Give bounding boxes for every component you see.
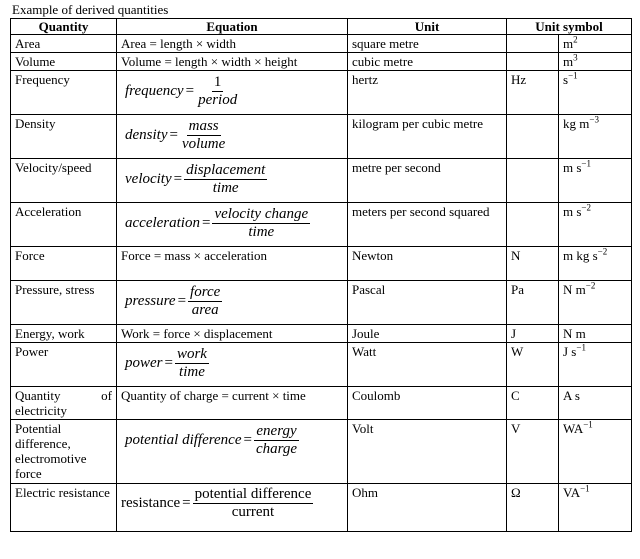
unit-cell: Newton	[348, 247, 507, 281]
unit-cell: Pascal	[348, 281, 507, 325]
unit-symbol-cell: m $s^{-2}$	[559, 203, 632, 247]
equation-lhs: density	[125, 127, 168, 143]
quantity-cell: Volume	[11, 53, 117, 71]
equation-lhs: pressure	[125, 293, 176, 309]
header-unit-symbol: Unit symbol	[507, 19, 632, 35]
equation-cell: frequency = $\frac{1}{\text{period}}$	[117, 71, 348, 115]
symbol-cell: W	[507, 343, 559, 387]
equation-lhs: power	[125, 355, 163, 371]
equation-cell: power = $\frac{\text{work}}{\text{time}}$	[117, 343, 348, 387]
table-row	[11, 203, 632, 247]
equation-lhs: resistance	[121, 495, 181, 511]
unit-symbol-cell: A s	[559, 387, 632, 420]
symbol-cell	[507, 203, 559, 247]
unit-symbol-cell: m $s^{-1}$	[559, 159, 632, 203]
table-row	[11, 115, 632, 159]
table-row	[11, 484, 632, 532]
table-row	[11, 325, 632, 343]
unit-cell: Watt	[348, 343, 507, 387]
equation-cell: pressure = $\frac{\text{force}}{\text{area}}$	[117, 281, 348, 325]
unit-symbol-cell: $WA^{-1}$	[559, 420, 632, 484]
equation-lhs: frequency	[125, 83, 184, 99]
quantity-cell: Energy, work	[11, 325, 117, 343]
table-row	[11, 71, 632, 115]
header-row	[11, 19, 632, 35]
unit-cell: square metre	[348, 35, 507, 53]
table-row	[11, 343, 632, 387]
equation-lhs: potential difference	[125, 432, 242, 448]
quantity-cell: Density	[11, 115, 117, 159]
equation-lhs: velocity	[125, 171, 172, 187]
symbol-cell	[507, 115, 559, 159]
table-row	[11, 420, 632, 484]
header-quantity: Quantity	[11, 19, 117, 35]
unit-symbol-cell: kg $m^{-3}$	[559, 115, 632, 159]
header-unit: Unit	[348, 19, 507, 35]
equation-cell: acceleration = $\frac{\text{velocity change}}{\text{time}}$	[117, 203, 348, 247]
table-caption: Example of derived quantities	[12, 2, 169, 17]
unit-cell: kilogram per cubic metre	[348, 115, 507, 159]
equation-cell: Volume = length × width × height	[117, 53, 348, 71]
unit-cell: Joule	[348, 325, 507, 343]
unit-cell: metre per second	[348, 159, 507, 203]
unit-cell: Coulomb	[348, 387, 507, 420]
unit-cell: Ohm	[348, 484, 507, 532]
fraction: $\frac{\text{energy}}{\text{charge}}$	[255, 423, 298, 457]
unit-symbol-cell: m kg $s^{-2}$	[559, 247, 632, 281]
quantity-cell: Power	[11, 343, 117, 387]
equation-cell: Quantity of charge = current × time	[117, 387, 348, 420]
equation-cell: potential difference = $\frac{\text{energy}}{\text{charge}}$	[117, 420, 348, 484]
symbol-cell: V	[507, 420, 559, 484]
quantity-cell: Quantity of electricity	[11, 387, 117, 420]
symbol-cell	[507, 35, 559, 53]
quantity-cell: Acceleration	[11, 203, 117, 247]
quantity-cell: Force	[11, 247, 117, 281]
unit-symbol-cell: N m	[559, 325, 632, 343]
table-row	[11, 35, 632, 53]
unit-symbol-cell: $m^3$	[559, 53, 632, 71]
fraction: $\frac{\text{potential difference}}{\text{current}}$	[194, 486, 312, 520]
symbol-cell	[507, 159, 559, 203]
equation-cell: Work = force × displacement	[117, 325, 348, 343]
fraction: $\frac{\text{force}}{\text{area}}$	[190, 284, 221, 318]
fraction: $\frac{1}{\text{period}}$	[198, 74, 238, 108]
symbol-cell: J	[507, 325, 559, 343]
table-row	[11, 247, 632, 281]
fraction: $\frac{\text{mass}}{\text{volume}}$	[181, 118, 226, 152]
symbol-cell: N	[507, 247, 559, 281]
symbol-cell: Hz	[507, 71, 559, 115]
equation-cell: Force = mass × acceleration	[117, 247, 348, 281]
derived-quantities-table	[10, 18, 632, 532]
symbol-cell: Pa	[507, 281, 559, 325]
quantity-cell: Frequency	[11, 71, 117, 115]
quantity-cell: Area	[11, 35, 117, 53]
equation-cell: density = $\frac{\text{mass}}{\text{volume}}$	[117, 115, 348, 159]
equation-cell: velocity = $\frac{\text{displacement}}{\text{time}}$	[117, 159, 348, 203]
unit-cell: meters per second squared	[348, 203, 507, 247]
equation-cell: resistance = $\frac{\text{potential difference}}{\text{current}}$	[117, 484, 348, 532]
table-row	[11, 281, 632, 325]
quantity-cell: Pressure, stress	[11, 281, 117, 325]
symbol-cell: C	[507, 387, 559, 420]
unit-symbol-cell: $m^2$	[559, 35, 632, 53]
unit-symbol-cell: $VA^{-1}$	[559, 484, 632, 532]
symbol-cell	[507, 53, 559, 71]
unit-cell: Volt	[348, 420, 507, 484]
table-row	[11, 159, 632, 203]
quantity-cell: Potential difference, electromotive force	[11, 420, 117, 484]
unit-cell: hertz	[348, 71, 507, 115]
fraction: $\frac{\text{displacement}}{\text{time}}$	[186, 162, 266, 196]
unit-symbol-cell: $s^{-1}$	[559, 71, 632, 115]
table-row	[11, 53, 632, 71]
unit-symbol-cell: N $m^{-2}$	[559, 281, 632, 325]
fraction: $\frac{\text{work}}{\text{time}}$	[176, 346, 207, 380]
quantity-cell: Velocity/speed	[11, 159, 117, 203]
fraction: $\frac{\text{velocity change}}{\text{time}}$	[214, 206, 309, 240]
equation-lhs: acceleration	[125, 215, 200, 231]
unit-cell: cubic metre	[348, 53, 507, 71]
symbol-cell: Ω	[507, 484, 559, 532]
header-equation: Equation	[117, 19, 348, 35]
quantity-cell: Electric resistance	[11, 484, 117, 532]
unit-symbol-cell: J $s^{-1}$	[559, 343, 632, 387]
table-row	[11, 387, 632, 420]
equation-cell: Area = length × width	[117, 35, 348, 53]
